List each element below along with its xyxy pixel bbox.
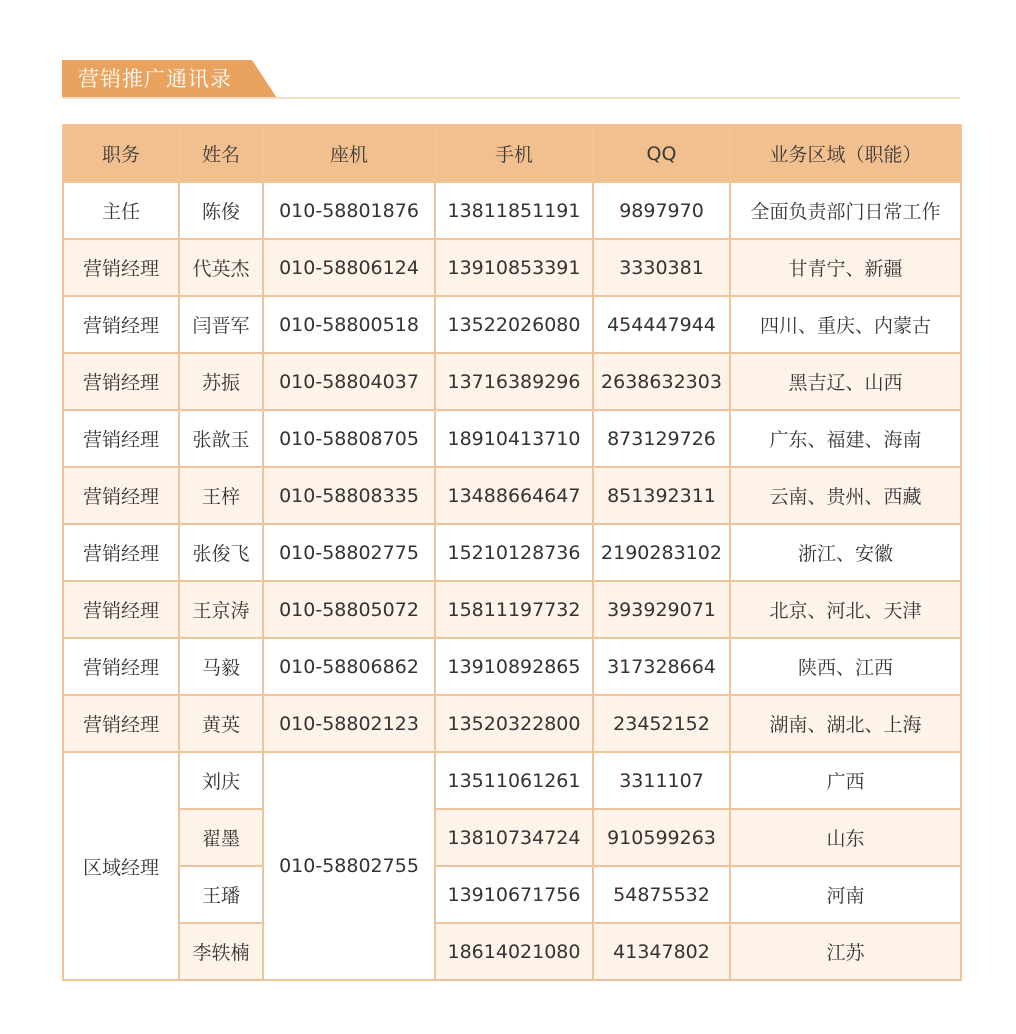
landline-cell: 010-58806862 xyxy=(263,638,435,695)
table-row xyxy=(63,638,961,695)
table-row xyxy=(63,809,961,866)
mobile-cell: 13488664647 xyxy=(435,467,593,524)
qq-cell: 851392311 xyxy=(593,467,730,524)
name-cell: 苏振 xyxy=(179,353,263,410)
header-landline: 座机 xyxy=(263,125,435,182)
qq-cell: 2638632303 xyxy=(593,353,730,410)
region-cell: 广西 xyxy=(730,752,961,809)
mobile-cell: 13810734724 xyxy=(435,809,593,866)
region-cell: 四川、重庆、内蒙古 xyxy=(730,296,961,353)
header-mobile: 手机 xyxy=(435,125,593,182)
mobile-cell: 13522026080 xyxy=(435,296,593,353)
qq-cell: 2190283102 xyxy=(593,524,730,581)
qq-cell: 3330381 xyxy=(593,239,730,296)
qq-cell: 317328664 xyxy=(593,638,730,695)
role-cell: 主任 xyxy=(63,182,179,239)
region-cell: 甘青宁、新疆 xyxy=(730,239,961,296)
qq-cell: 3311107 xyxy=(593,752,730,809)
role-cell: 营销经理 xyxy=(63,410,179,467)
region-cell: 陕西、江西 xyxy=(730,638,961,695)
mobile-cell: 18614021080 xyxy=(435,923,593,980)
table-row xyxy=(63,296,961,353)
mobile-cell: 13520322800 xyxy=(435,695,593,752)
mobile-cell: 13716389296 xyxy=(435,353,593,410)
mobile-cell: 13910671756 xyxy=(435,866,593,923)
name-cell: 张俊飞 xyxy=(179,524,263,581)
role-cell: 营销经理 xyxy=(63,695,179,752)
landline-cell: 010-58804037 xyxy=(263,353,435,410)
header-role: 职务 xyxy=(63,125,179,182)
landline-cell: 010-58808335 xyxy=(263,467,435,524)
landline-cell: 010-58808705 xyxy=(263,410,435,467)
qq-cell: 23452152 xyxy=(593,695,730,752)
regional-role-cell: 区域经理 xyxy=(63,752,179,980)
name-cell: 马毅 xyxy=(179,638,263,695)
qq-cell: 910599263 xyxy=(593,809,730,866)
mobile-cell: 15811197732 xyxy=(435,581,593,638)
region-cell: 北京、河北、天津 xyxy=(730,581,961,638)
region-cell: 全面负责部门日常工作 xyxy=(730,182,961,239)
landline-cell: 010-58801876 xyxy=(263,182,435,239)
landline-cell: 010-58802123 xyxy=(263,695,435,752)
mobile-cell: 13811851191 xyxy=(435,182,593,239)
table-row xyxy=(63,182,961,239)
table-row xyxy=(63,524,961,581)
qq-cell: 393929071 xyxy=(593,581,730,638)
role-cell: 营销经理 xyxy=(63,581,179,638)
name-cell: 王璠 xyxy=(179,866,263,923)
table-row xyxy=(63,752,961,809)
role-cell: 营销经理 xyxy=(63,239,179,296)
role-cell: 营销经理 xyxy=(63,467,179,524)
landline-cell: 010-58805072 xyxy=(263,581,435,638)
mobile-cell: 18910413710 xyxy=(435,410,593,467)
landline-cell: 010-58800518 xyxy=(263,296,435,353)
table-row xyxy=(63,239,961,296)
landline-cell: 010-58802775 xyxy=(263,524,435,581)
table-row xyxy=(63,581,961,638)
name-cell: 闫晋军 xyxy=(179,296,263,353)
qq-cell: 41347802 xyxy=(593,923,730,980)
landline-cell: 010-58806124 xyxy=(263,239,435,296)
contact-directory-table xyxy=(62,124,962,981)
header-name: 姓名 xyxy=(179,125,263,182)
table-row xyxy=(63,695,961,752)
mobile-cell: 13511061261 xyxy=(435,752,593,809)
region-cell: 江苏 xyxy=(730,923,961,980)
mobile-cell: 15210128736 xyxy=(435,524,593,581)
table-header-row xyxy=(63,125,961,182)
mobile-cell: 13910853391 xyxy=(435,239,593,296)
header-qq: QQ xyxy=(593,125,730,182)
region-cell: 黑吉辽、山西 xyxy=(730,353,961,410)
header-region: 业务区域（职能） xyxy=(730,125,961,182)
table-row xyxy=(63,923,961,980)
region-cell: 山东 xyxy=(730,809,961,866)
name-cell: 张歆玉 xyxy=(179,410,263,467)
role-cell: 营销经理 xyxy=(63,524,179,581)
region-cell: 浙江、安徽 xyxy=(730,524,961,581)
region-cell: 河南 xyxy=(730,866,961,923)
section-divider xyxy=(62,97,960,99)
table-row xyxy=(63,467,961,524)
name-cell: 王京涛 xyxy=(179,581,263,638)
role-cell: 营销经理 xyxy=(63,638,179,695)
regional-landline-cell: 010-58802755 xyxy=(263,752,435,980)
name-cell: 翟墨 xyxy=(179,809,263,866)
name-cell: 刘庆 xyxy=(179,752,263,809)
table-row xyxy=(63,353,961,410)
name-cell: 黄英 xyxy=(179,695,263,752)
qq-cell: 454447944 xyxy=(593,296,730,353)
role-cell: 营销经理 xyxy=(63,296,179,353)
qq-cell: 9897970 xyxy=(593,182,730,239)
region-cell: 云南、贵州、西藏 xyxy=(730,467,961,524)
table-row xyxy=(63,410,961,467)
region-cell: 广东、福建、海南 xyxy=(730,410,961,467)
name-cell: 代英杰 xyxy=(179,239,263,296)
name-cell: 陈俊 xyxy=(179,182,263,239)
mobile-cell: 13910892865 xyxy=(435,638,593,695)
section-title: 营销推广通讯录 xyxy=(78,67,232,91)
name-cell: 李轶楠 xyxy=(179,923,263,980)
table-row xyxy=(63,866,961,923)
role-cell: 营销经理 xyxy=(63,353,179,410)
region-cell: 湖南、湖北、上海 xyxy=(730,695,961,752)
qq-cell: 873129726 xyxy=(593,410,730,467)
name-cell: 王梓 xyxy=(179,467,263,524)
qq-cell: 54875532 xyxy=(593,866,730,923)
